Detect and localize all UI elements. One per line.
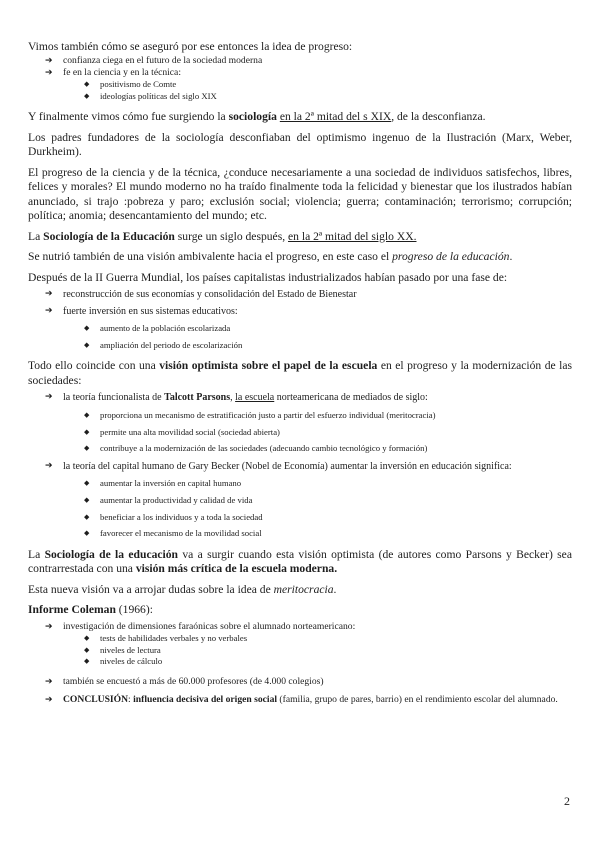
diamond-icon: ◆ (84, 512, 90, 521)
diamond-icon: ◆ (84, 340, 90, 349)
sub-list-item: ◆ tests de habilidades verbales y no verbales (84, 633, 248, 644)
list-coleman (28, 621, 572, 706)
page-number: 2 (564, 794, 570, 808)
list-item: ➔ reconstrucción de sus economías y consolidación del Estado de Bienestar (45, 289, 357, 301)
sub-list-item: ◆ proporciona un mecanismo de estratificación justo a partir del esfuerzo individual (meritocracia) (84, 410, 436, 421)
arrow-icon: ➔ (45, 695, 53, 705)
list-teorias (28, 391, 572, 539)
diamond-icon: ◆ (84, 79, 90, 88)
sub-list-item: ◆ ideologías políticas del siglo XIX (84, 90, 217, 101)
diamond-icon: ◆ (84, 529, 90, 538)
paragraph-vision-ambivalente: Se nutrió también de una visión ambivalente hacia el progreso, en este caso el progreso de la educación. (28, 250, 513, 264)
arrow-icon: ➔ (45, 621, 53, 632)
diamond-icon: ◆ (84, 479, 90, 488)
arrow-icon: ➔ (45, 305, 53, 316)
paragraph-vision-critica: La Sociología de la educación va a surgir cuando esta visión optimista (de autores como Parsons y Becker) sea contrarrestada con una visión más crítica de la escuela moderna. (28, 547, 572, 576)
sub-list-item: ◆ niveles de lectura (84, 644, 161, 655)
list-posguerra (28, 288, 572, 351)
sub-list-item: ◆ aumentar la productividad y calidad de vida (84, 495, 253, 506)
sub-list-item: ◆ aumento de la población escolarizada (84, 323, 231, 334)
diamond-icon: ◆ (84, 634, 90, 643)
diamond-icon: ◆ (84, 91, 90, 100)
list-item-parsons: ➔ la teoría funcionalista de Talcott Parsons, la escuela norteamericana de mediados de siglo: (45, 392, 428, 404)
list-item: ➔ confianza ciega en el futuro de la sociedad moderna (45, 54, 263, 66)
sub-list-item: ◆ favorecer el mecanismo de la movilidad social (84, 528, 262, 539)
sub-list-item: ◆ contribuye a la modernización de las sociedades (adecuando cambio tecnológico y formación) (84, 443, 428, 454)
diamond-icon: ◆ (84, 645, 90, 654)
arrow-icon: ➔ (45, 392, 53, 403)
sub-list-item: ◆ beneficiar a los individuos y a toda la sociedad (84, 511, 263, 522)
document-page (28, 40, 572, 706)
diamond-icon: ◆ (84, 657, 90, 666)
paragraph-posguerra: Después de la II Guerra Mundial, los países capitalistas industrializados habían pasado por una fase de: (28, 270, 508, 284)
arrow-icon: ➔ (45, 55, 53, 66)
diamond-icon: ◆ (84, 496, 90, 505)
sub-list-item: ◆ permite una alta movilidad social (sociedad abierta) (84, 426, 280, 437)
heading-informe-coleman: Informe Coleman (1966): (28, 603, 153, 617)
list-item: ➔ fe en la ciencia y en la técnica: (45, 66, 181, 78)
diamond-icon: ◆ (84, 411, 90, 420)
list-item: ➔ fuerte inversión en sus sistemas educativos: (45, 305, 238, 317)
list-item-conclusion: ➔ CONCLUSIÓN: influencia decisiva del origen social (familia, grupo de pares, barrio) en el rendimiento escolar del alumnado. (45, 694, 558, 705)
arrow-icon: ➔ (45, 289, 53, 300)
paragraph-sociologia: Y finalmente vimos cómo fue surgiendo la sociología en la 2ª mitad del s XIX, de la desconfianza. (28, 110, 486, 124)
diamond-icon: ◆ (84, 427, 90, 436)
list-item: ➔ también se encuestó a más de 60.000 profesores (de 4.000 colegios) (45, 675, 324, 687)
paragraph-progreso-ciencia: El progreso de la ciencia y de la técnica, ¿conduce necesariamente a una sociedad de individuos satisfechos, libres, felices y morales? El mundo moderno no ha traído finalmente toda la felicidad y bienestar que los ilustrados habían anunciado, si trajo :pobreza y paro; exclusión social; violencia; guerra; contaminación; terrorismo; corrupción; política; anomia; desencantamiento del mundo; etc. (28, 165, 572, 223)
diamond-icon: ◆ (84, 324, 90, 333)
list-item-becker: ➔ la teoría del capital humano de Gary Becker (Nobel de Economía) aumentar la inversión en educación significa: (45, 460, 512, 472)
sub-list-item: ◆ aumentar la inversión en capital humano (84, 478, 242, 489)
paragraph-progreso: Vimos también cómo se aseguró por ese entonces la idea de progreso: (28, 40, 353, 53)
paragraph-meritocracia: Esta nueva visión va a arrojar dudas sobre la idea de meritocracia. (28, 582, 337, 596)
paragraph-sociologia-educacion: La Sociología de la Educación surge un siglo después, en la 2ª mitad del siglo XX. (28, 229, 417, 243)
diamond-icon: ◆ (84, 444, 90, 453)
paragraph-padres-fundadores: Los padres fundadores de la sociología desconfiaban del optimismo ingenuo de la Ilustración (Marx, Weber, Durkheim). (28, 130, 572, 159)
sub-list-item: ◆ ampliación del periodo de escolarización (84, 339, 243, 350)
arrow-icon: ➔ (45, 460, 53, 471)
paragraph-vision-optimista: Todo ello coincide con una visión optimista sobre el papel de la escuela en el progreso y la modernización de las sociedades: (28, 359, 573, 387)
sub-list-item: ◆ niveles de cálculo (84, 656, 163, 667)
list-item: ➔ investigación de dimensiones faraónicas sobre el alumnado norteamericano: (45, 620, 356, 632)
arrow-icon: ➔ (45, 67, 53, 78)
sub-list-item: ◆ positivismo de Comte (84, 78, 177, 89)
arrow-icon: ➔ (45, 676, 53, 687)
list-progreso (28, 55, 572, 103)
